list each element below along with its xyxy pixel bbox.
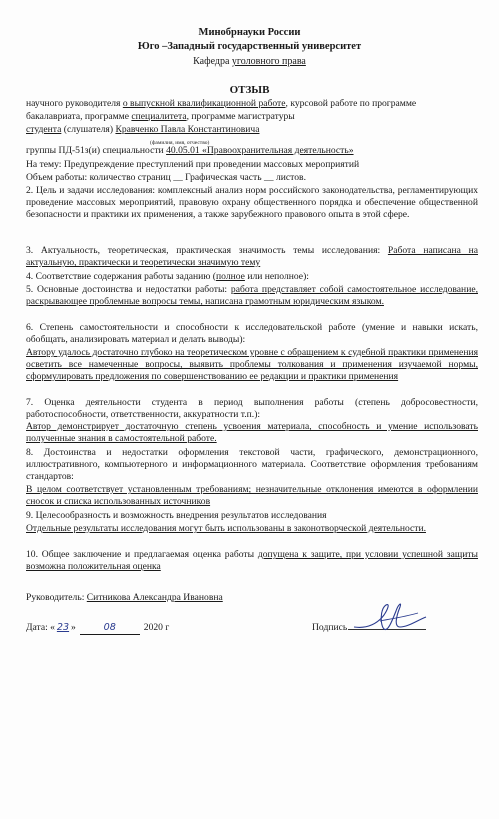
- item-7-evaluation: 7. Оценка деятельности студента в период выполнения работы (степень добросовестности, работоспособности, ответственности, аккуратности т.п.):: [26, 397, 478, 420]
- question-text: 4. Соответствие содержания работы заданию (: [26, 271, 217, 282]
- answer-text: работа представляет собой самостоятельное исследование, раскрывающее проблемные вопросы темы, написана грамотным юридическим языком.: [26, 284, 478, 307]
- date-quote: »: [70, 622, 76, 633]
- item-4-compliance: [26, 271, 309, 283]
- department-prefix: Кафедра: [193, 56, 232, 67]
- item-5-merits: [26, 284, 478, 308]
- program-type: специалитета: [131, 111, 187, 122]
- answer-text: полное: [216, 271, 245, 282]
- topic-line: На тему: Предупреждение преступлений при проведении массовых мероприятий: [26, 159, 360, 170]
- date-year: 2020 г: [143, 622, 170, 633]
- supervisor-review-line: [26, 98, 416, 110]
- date-month: 08: [80, 622, 140, 635]
- ministry-name: Минобрнауки России: [198, 27, 301, 38]
- student-line: [26, 124, 260, 136]
- item-8-formatting: 8. Достоинства и недостатки оформления текстовой части, графического, демонстрационного, иллюстративного, компьютерного и информационного материала. Соответствие оформления требованиям стандартов:: [26, 447, 478, 482]
- item-7-answer: Автор демонстрирует достаточную степень усвоения материала, способность и умение использовать полученные знания в самостоятельной работе.: [26, 421, 478, 444]
- department-line: [0, 56, 499, 68]
- text-segment: бакалавриата, программе: [26, 111, 132, 122]
- item-9-implementation: 9. Целесообразность и возможность внедрения результатов исследования: [26, 510, 327, 521]
- item-9-answer: Отдельные результаты исследования могут быть использованы в законотворческой деятельности.: [26, 523, 426, 534]
- date-day: 23: [56, 622, 70, 633]
- signature-label: Подпись: [312, 622, 348, 633]
- date-line: [26, 622, 169, 635]
- supervisor-label: Руководитель:: [26, 592, 87, 603]
- volume-line: Объем работы: количество страниц __ Графическая часть __ листов.: [26, 172, 306, 183]
- text-segment: , курсовой работе по программе: [285, 98, 417, 109]
- item-6-independence: 6. Степень самостоятельности и способности к исследовательской работе (умение и навыки искать, обобщать, анализировать материал и делать выводы):: [26, 322, 478, 345]
- document-title: ОТЗЫВ: [229, 84, 270, 96]
- item-6-answer: Автору удалось достаточно глубоко на теоретическом уровне с обращением к судебной практики применения осветить все намеченные вопросы, выявить проблемы толкования и применения изучаемой нормы, сформулировать предложения по совершенствованию ее редакции и практики применения: [26, 347, 478, 382]
- question-text: 10. Общее заключение и предлагаемая оценка работы: [26, 549, 258, 560]
- text-segment: , программе магистратуры: [186, 111, 295, 122]
- item-2-goals: 2. Цель и задачи исследования: комплексный анализ норм российского законодательства, регламентирующих проведение массовых мероприятий, правовую охрану общественного порядка и обеспечение общественной безопасности и практики их применения, а также зарубежного правового опыта в этой сфере.: [26, 185, 478, 220]
- text-segment: группы ПД-51з(и) специальности: [26, 145, 167, 156]
- student-label: студента: [26, 124, 62, 135]
- item-10-conclusion: [26, 549, 478, 573]
- item-3-relevance: [26, 245, 478, 269]
- text-segment: научного руководителя: [26, 98, 123, 109]
- supervisor-line: [26, 592, 223, 604]
- work-type: о выпускной квалификационной работе: [122, 98, 286, 109]
- supervisor-name: Ситникова Александра Ивановна: [86, 592, 223, 603]
- item-8-answer: В целом соответствует установленным требованиям; незначительные отклонения имеются в оформлении сносок и списка использованных источников: [26, 484, 478, 507]
- student-name: Кравченко Павла Константиновича: [115, 124, 260, 135]
- department-name: уголовного права: [231, 56, 306, 67]
- question-text: 5. Основные достоинства и недостатки работы:: [26, 284, 231, 295]
- answer-text: Работа написана на актуальную, практически и теоретически значимую тему: [26, 245, 479, 268]
- handwritten-signature: [350, 599, 430, 635]
- answer-text: допущена к защите, при условии успешной защиты возможна положительная оценка: [26, 549, 479, 572]
- question-text: 3. Актуальность, теоретическая, практическая значимость темы исследования:: [26, 245, 388, 256]
- program-line: [26, 111, 295, 123]
- group-line: [26, 145, 354, 157]
- text-segment: (слушателя): [61, 124, 116, 135]
- date-label: Дата: «: [26, 622, 55, 633]
- university-name: Юго –Западный государственный университет: [137, 41, 362, 52]
- question-text: или неполное):: [244, 271, 309, 282]
- specialty: 40.05.01 «Правоохранительная деятельность»: [166, 145, 354, 156]
- fio-hint: (фамилия, имя, отчество): [150, 140, 210, 146]
